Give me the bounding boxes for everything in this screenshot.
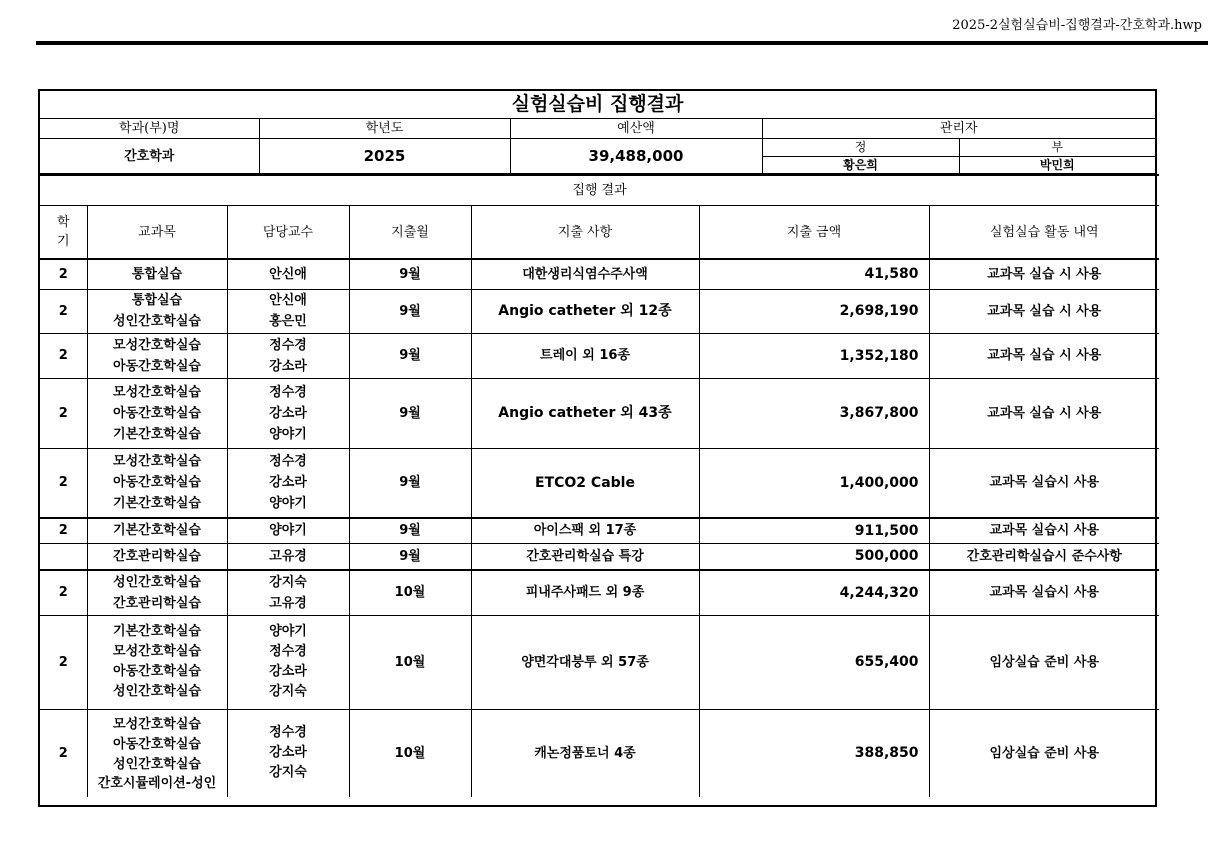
row-item: 캐논정품토너 4종 xyxy=(471,709,699,797)
col-item: 지출 사항 xyxy=(471,206,699,260)
table-row xyxy=(40,543,1159,570)
row-amount: 911,500 xyxy=(699,518,929,543)
row-item: 피내주사패드 외 9종 xyxy=(471,570,699,615)
row-course: 모성간호학실습 아동간호학실습 기본간호학실습 xyxy=(87,378,227,448)
row-activity: 교과목 실습시 사용 xyxy=(929,448,1159,518)
row-item: 트레이 외 16종 xyxy=(471,333,699,378)
execution-table xyxy=(40,174,1159,797)
table-row xyxy=(40,570,1159,615)
row-semester: 2 xyxy=(40,709,87,797)
row-activity: 교과목 실습 시 사용 xyxy=(929,333,1159,378)
table-row xyxy=(40,709,1159,797)
row-amount: 388,850 xyxy=(699,709,929,797)
table-row xyxy=(40,518,1159,543)
row-course: 간호관리학실습 xyxy=(87,543,227,570)
row-month: 10월 xyxy=(349,709,471,797)
year-label: 학년도 xyxy=(259,119,510,139)
table-row xyxy=(40,259,1159,289)
row-amount: 1,352,180 xyxy=(699,333,929,378)
row-month: 9월 xyxy=(349,289,471,333)
col-course: 교과목 xyxy=(87,206,227,260)
row-amount: 500,000 xyxy=(699,543,929,570)
result-table-frame xyxy=(38,89,1157,807)
row-item: 양면각대붕투 외 57종 xyxy=(471,615,699,709)
manager-sub-label: 부 xyxy=(959,139,1155,157)
table-row xyxy=(40,378,1159,448)
row-month: 9월 xyxy=(349,378,471,448)
dept-value: 간호학과 xyxy=(40,139,259,174)
table-row xyxy=(40,448,1159,518)
row-activity: 임상실습 준비 사용 xyxy=(929,709,1159,797)
col-amount: 지출 금액 xyxy=(699,206,929,260)
manager-main-label: 정 xyxy=(762,139,959,157)
row-month: 9월 xyxy=(349,518,471,543)
row-professor: 안신애 홍은민 xyxy=(227,289,349,333)
column-header-row xyxy=(40,206,1159,260)
manager-label: 관리자 xyxy=(762,119,1155,139)
row-month: 9월 xyxy=(349,333,471,378)
row-amount: 2,698,190 xyxy=(699,289,929,333)
row-activity: 교과목 실습 시 사용 xyxy=(929,289,1159,333)
row-professor: 강지숙 고유경 xyxy=(227,570,349,615)
dept-label: 학과(부)명 xyxy=(40,119,259,139)
row-activity: 임상실습 준비 사용 xyxy=(929,615,1159,709)
row-amount: 3,867,800 xyxy=(699,378,929,448)
row-professor: 정수경 강소라 양야기 xyxy=(227,448,349,518)
row-semester: 2 xyxy=(40,615,87,709)
row-activity: 교과목 실습 시 사용 xyxy=(929,378,1159,448)
row-course: 모성간호학실습 아동간호학실습 xyxy=(87,333,227,378)
row-activity: 교과목 실습 시 사용 xyxy=(929,259,1159,289)
row-semester: 2 xyxy=(40,378,87,448)
row-amount: 4,244,320 xyxy=(699,570,929,615)
row-amount: 1,400,000 xyxy=(699,448,929,518)
row-item: ETCO2 Cable xyxy=(471,448,699,518)
document-filename: 2025-2실험실습비-집행결과-간호학과.hwp xyxy=(952,18,1202,33)
table-row xyxy=(40,615,1159,709)
row-item: 간호관리학실습 특강 xyxy=(471,543,699,570)
row-course: 기본간호학실습 모성간호학실습 아동간호학실습 성인간호학실습 xyxy=(87,615,227,709)
col-semester: 학 기 xyxy=(40,206,87,260)
row-professor: 정수경 강소라 xyxy=(227,333,349,378)
row-semester: 2 xyxy=(40,289,87,333)
row-professor: 안신애 xyxy=(227,259,349,289)
row-course: 통합실습 성인간호학실습 xyxy=(87,289,227,333)
row-item: 대한생리식염수주사액 xyxy=(471,259,699,289)
row-semester: 2 xyxy=(40,518,87,543)
row-semester xyxy=(40,543,87,570)
row-professor: 양야기 정수경 강소라 강지숙 xyxy=(227,615,349,709)
row-professor: 정수경 강소라 양야기 xyxy=(227,378,349,448)
row-month: 10월 xyxy=(349,615,471,709)
row-month: 9월 xyxy=(349,543,471,570)
row-item: Angio catheter 외 12종 xyxy=(471,289,699,333)
row-amount: 41,580 xyxy=(699,259,929,289)
header-divider xyxy=(36,41,1208,45)
row-course: 기본간호학실습 xyxy=(87,518,227,543)
row-course: 통합실습 xyxy=(87,259,227,289)
row-month: 10월 xyxy=(349,570,471,615)
budget-value: 39,488,000 xyxy=(510,139,762,174)
row-month: 9월 xyxy=(349,448,471,518)
row-month: 9월 xyxy=(349,259,471,289)
row-activity: 교과목 실습시 사용 xyxy=(929,518,1159,543)
row-professor: 고유경 xyxy=(227,543,349,570)
row-semester: 2 xyxy=(40,570,87,615)
row-course: 모성간호학실습 아동간호학실습 기본간호학실습 xyxy=(87,448,227,518)
budget-label: 예산액 xyxy=(510,119,762,139)
col-month: 지출월 xyxy=(349,206,471,260)
row-semester: 2 xyxy=(40,259,87,289)
table-row xyxy=(40,333,1159,378)
manager-sub-name: 박민희 xyxy=(959,156,1155,174)
manager-main-name: 황은희 xyxy=(762,156,959,174)
row-item: Angio catheter 외 43종 xyxy=(471,378,699,448)
row-activity: 교과목 실습시 사용 xyxy=(929,570,1159,615)
section-title: 집행 결과 xyxy=(40,175,1159,206)
year-value: 2025 xyxy=(259,139,510,174)
row-semester: 2 xyxy=(40,448,87,518)
summary-table xyxy=(40,91,1155,174)
document-title: 실험실습비 집행결과 xyxy=(40,91,1155,119)
col-activity: 실험실습 활동 내역 xyxy=(929,206,1159,260)
row-professor: 양야기 xyxy=(227,518,349,543)
row-course: 성인간호학실습 간호관리학실습 xyxy=(87,570,227,615)
row-professor: 정수경 강소라 강지숙 xyxy=(227,709,349,797)
row-activity: 간호관리학실습시 준수사항 xyxy=(929,543,1159,570)
row-item: 아이스팩 외 17종 xyxy=(471,518,699,543)
row-amount: 655,400 xyxy=(699,615,929,709)
col-professor: 담당교수 xyxy=(227,206,349,260)
table-row xyxy=(40,289,1159,333)
row-course: 모성간호학실습 아동간호학실습 성인간호학실습 간호시뮬레이션-성인 xyxy=(87,709,227,797)
row-semester: 2 xyxy=(40,333,87,378)
